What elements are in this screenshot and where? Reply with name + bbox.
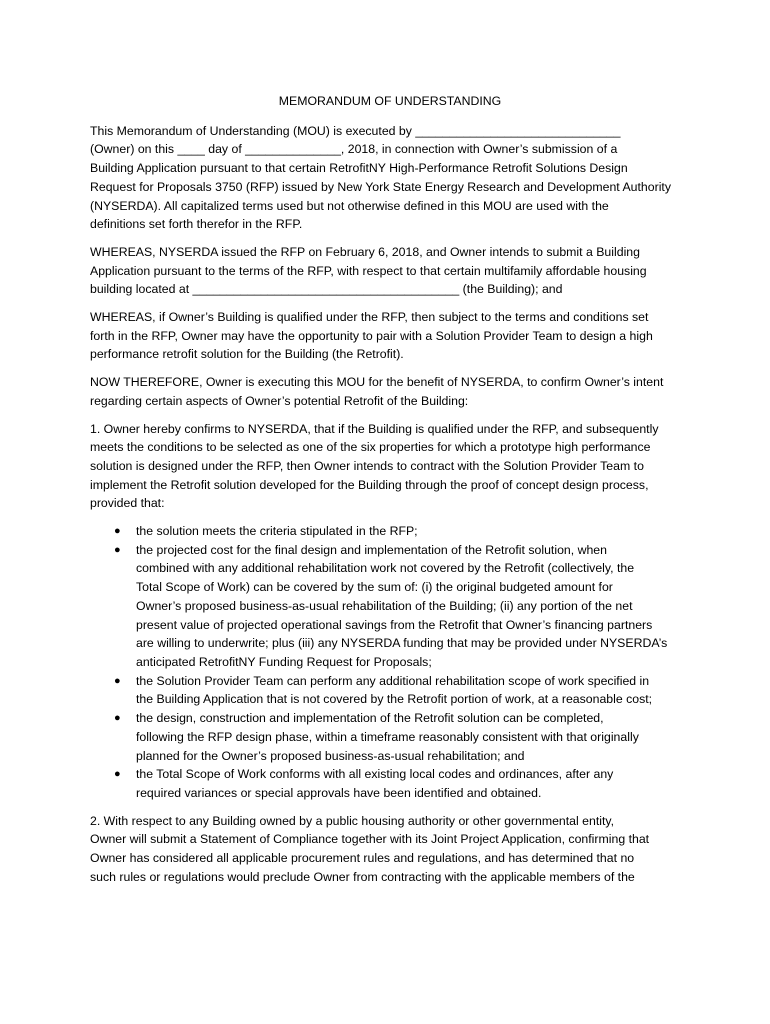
- text-line: the Building Application that is not covered by the Retrofit portion of work, at a reasonable cost;: [136, 692, 653, 707]
- text-line: performance retrofit solution for the Building (the Retrofit).: [90, 347, 404, 362]
- text-line: This Memorandum of Understanding (MOU) is executed by ______________________________: [90, 123, 621, 138]
- list-item: [90, 541, 690, 672]
- text-line: (Owner) on this ____ day of ______________, 2018, in connection with Owner’s submission of a: [90, 142, 618, 157]
- text-line: combined with any additional rehabilitation work not covered by the Retrofit (collectively, the: [136, 561, 635, 576]
- list-item: [90, 522, 690, 541]
- now-therefore-paragraph: [90, 373, 690, 410]
- text-line: implement the Retrofit solution developed for the Building through the proof of concept design process,: [90, 477, 649, 492]
- text-line: the Total Scope of Work conforms with all existing local codes and ordinances, after any: [136, 767, 614, 782]
- text-line: the projected cost for the final design and implementation of the Retrofit solution, when: [136, 542, 607, 557]
- text-line: present value of projected operational savings from the Retrofit that Owner’s financing partners: [136, 617, 653, 632]
- text-line: Total Scope of Work) can be covered by the sum of: (i) the original budgeted amount for: [136, 580, 613, 595]
- text-line: Request for Proposals 3750 (RFP) issued by New York State Energy Research and Development Authority: [90, 179, 671, 194]
- text-line: regarding certain aspects of Owner’s potential Retrofit of the Building:: [90, 393, 469, 408]
- text-line: WHEREAS, NYSERDA issued the RFP on February 6, 2018, and Owner intends to submit a Building: [90, 244, 640, 259]
- text-line: the design, construction and implementation of the Retrofit solution can be completed,: [136, 711, 604, 726]
- whereas-paragraph-1: [90, 243, 690, 299]
- text-line: meets the conditions to be selected as one of the six properties for which a prototype high performance: [90, 440, 651, 455]
- text-line: anticipated RetrofitNY Funding Request for Proposals;: [136, 654, 432, 669]
- text-line: 2. With respect to any Building owned by a public housing authority or other governmental entity,: [90, 813, 615, 828]
- text-line: the Solution Provider Team can perform any additional rehabilitation scope of work specified in: [136, 673, 650, 688]
- text-line: required variances or special approvals have been identified and obtained.: [136, 785, 542, 800]
- text-line: provided that:: [90, 496, 165, 511]
- text-line: are willing to underwrite; plus (iii) any NYSERDA funding that may be provided under NYSERDA’s: [136, 636, 668, 651]
- text-line: building located at _______________________________________ (the Building); and: [90, 282, 563, 297]
- list-item: [90, 765, 690, 802]
- text-line: Owner has considered all applicable procurement rules and regulations, and has determined that no: [90, 851, 635, 866]
- text-line: definitions set forth therefor in the RFP.: [90, 217, 303, 232]
- clause-2-paragraph: [90, 812, 690, 887]
- bullet-icon: ●: [114, 712, 121, 725]
- text-line: WHEREAS, if Owner’s Building is qualified under the RFP, then subject to the terms and conditions set: [90, 310, 649, 325]
- text-line: planned for the Owner’s proposed business-as-usual rehabilitation; and: [136, 748, 525, 763]
- intro-paragraph: [90, 122, 690, 234]
- text-line: Application pursuant to the terms of the RFP, with respect to that certain multifamily affordable housing: [90, 263, 647, 278]
- list-item: [90, 672, 690, 709]
- bullet-icon: ●: [114, 674, 121, 687]
- text-line: solution is designed under the RFP, then Owner intends to contract with the Solution Provider Team to: [90, 458, 644, 473]
- clause-1-paragraph: [90, 420, 690, 514]
- bullet-icon: ●: [114, 543, 121, 556]
- text-line: the solution meets the criteria stipulated in the RFP;: [136, 524, 418, 539]
- text-line: Owner will submit a Statement of Compliance together with its Joint Project Application, confirming that: [90, 832, 650, 847]
- document-body: [90, 92, 690, 895]
- whereas-paragraph-2: [90, 308, 690, 364]
- conditions-list: [90, 522, 690, 803]
- text-line: Owner’s proposed business-as-usual rehabilitation of the Building; (ii) any portion of the net: [136, 598, 633, 613]
- bullet-icon: ●: [114, 768, 121, 781]
- text-line: 1. Owner hereby confirms to NYSERDA, that if the Building is qualified under the RFP, and subsequently: [90, 421, 659, 436]
- text-line: (NYSERDA). All capitalized terms used but not otherwise defined in this MOU are used with the: [90, 198, 609, 213]
- text-line: NOW THEREFORE, Owner is executing this MOU for the benefit of NYSERDA, to confirm Owner’s intent: [90, 375, 664, 390]
- text-line: following the RFP design phase, within a timeframe reasonably consistent with that originally: [136, 729, 639, 744]
- text-line: such rules or regulations would preclude Owner from contracting with the applicable members of the: [90, 869, 635, 884]
- list-item: [90, 709, 690, 765]
- text-line: forth in the RFP, Owner may have the opportunity to pair with a Solution Provider Team to design a high: [90, 328, 653, 343]
- text-line: Building Application pursuant to that certain RetrofitNY High-Performance Retrofit Solutions Design: [90, 161, 628, 176]
- bullet-icon: ●: [114, 525, 121, 538]
- document-title: MEMORANDUM OF UNDERSTANDING: [278, 94, 502, 108]
